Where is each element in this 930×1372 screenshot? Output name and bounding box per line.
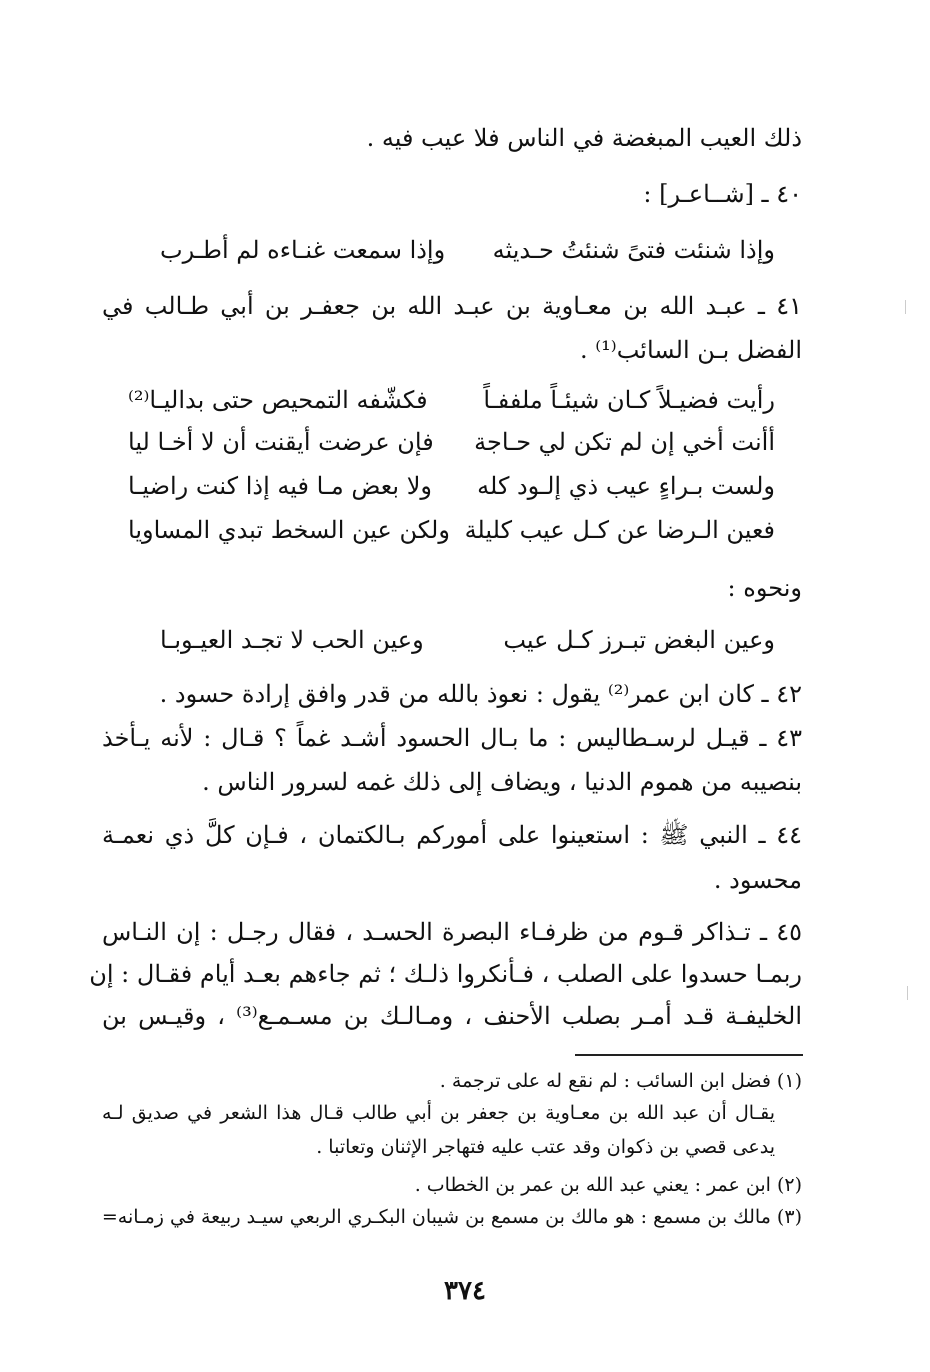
footnote: يدعى قصي بن ذكوان وقد عتب عليه فتهاجر الإثنان وتعاتبا . bbox=[316, 1136, 775, 1158]
text-line: ونحوه : bbox=[727, 574, 802, 602]
scan-mark bbox=[907, 986, 908, 1000]
text-line: ٤٢ ـ كان ابن عمر⁽²⁾ يقول : نعوذ بالله من قدر وافق إرادة حسود . bbox=[159, 680, 802, 708]
item-heading: ٤٠ ـ [شــاعـر] : bbox=[643, 180, 802, 208]
verse-first-hemistich: فعين الـرضا عن كـل عيب كليلة bbox=[464, 516, 775, 544]
scan-mark bbox=[905, 300, 906, 314]
verse-second-hemistich: وعين الحب لا تجـد العيـوبـا bbox=[160, 626, 424, 654]
text-line: ٤٥ ـ تـذاكر قـوم من ظرفـاء البصرة الحسـد ، فقال رجـل : إن النـاس bbox=[102, 918, 802, 946]
verse-first-hemistich: رأيت فضيـلاً كـان شيئـاً ملففـاً bbox=[483, 386, 775, 414]
footnote: (١) فضل ابن السائب : لم نقع له على ترجمة . bbox=[439, 1070, 802, 1092]
verse-second-hemistich: فإن عرضت أيقنت أن لا أخـا ليا bbox=[128, 428, 434, 456]
verse-first-hemistich: أأنت أخي إن لم تكن لي حـاجة bbox=[474, 428, 775, 456]
verse-second-hemistich: ولكن عين السخط تبدي المساويا bbox=[128, 516, 450, 544]
footnote: (٣) مالك بن مسمع : هو مالك بن مسمع بن شيبان البكـري الربعي سيـد ربيعة في زمـانه= bbox=[101, 1206, 802, 1228]
page-number: ٣٧٤ bbox=[444, 1276, 486, 1306]
verse-first-hemistich: ولست بـراءٍ عيب ذي إلـود كله bbox=[477, 472, 775, 500]
verse-second-hemistich: وإذا سمعت غنـاءه لم أطـرب bbox=[160, 236, 446, 264]
text-line: بنصيبه من هموم الدنيا ، ويضاف إلى ذلك غمه لسرور الناس . bbox=[202, 768, 802, 796]
verse-second-hemistich: ولا بعض مـا فيه إذا كنت راضيـا bbox=[128, 472, 432, 500]
text-line: محسود . bbox=[713, 866, 802, 894]
text-line: ذلك العيب المبغضة في الناس فلا عيب فيه . bbox=[366, 124, 802, 152]
verse-first-hemistich: وعين البغض تبـرز كـل عيب bbox=[503, 626, 775, 654]
text-line: ربمـا حسدوا على الصلب ، فـأنكروا ذلـك ؛ ثم جاءهم بعـد أيام فقـال : إن bbox=[89, 960, 802, 988]
footnote: (٢) ابن عمر : يعني عبد الله بن عمر بن الخطاب . bbox=[414, 1174, 802, 1196]
text-line: الفضل بـن السائب⁽¹⁾ . bbox=[580, 336, 802, 364]
text-line: ٤٣ ـ قيـل لرسـطاليس : ما بـال الحسود أشـد غماً ؟ قـال : لأنه يـأخذ bbox=[102, 724, 802, 752]
text-line: ٤٤ ـ النبي ﷺ : استعينوا على أموركم بـالكتمان ، فـإن كلَّ ذي نعمـة bbox=[102, 821, 802, 849]
text-line: ٤١ ـ عبـد الله بن معـاوية بن عبـد الله بن جعفـر بن أبي طـالب في bbox=[102, 292, 802, 320]
verse-first-hemistich: وإذا شنئت فتىً شنئتُ حـديثه bbox=[492, 236, 775, 264]
verse-second-hemistich: فكشّفه التمحيص حتى بداليـا⁽²⁾ bbox=[128, 386, 428, 414]
footnote: يقـال أن عبد الله بن معـاوية بن جعفر بن أبي طالب قـال هذا الشعر في صديق لـه bbox=[102, 1102, 775, 1124]
text-line: الخليفـة قـد أمـر بصلب الأحنف ، ومـالـك بن مسـمـع⁽³⁾ ، وقيـس بن bbox=[102, 1002, 802, 1030]
footnote-separator bbox=[575, 1054, 803, 1056]
